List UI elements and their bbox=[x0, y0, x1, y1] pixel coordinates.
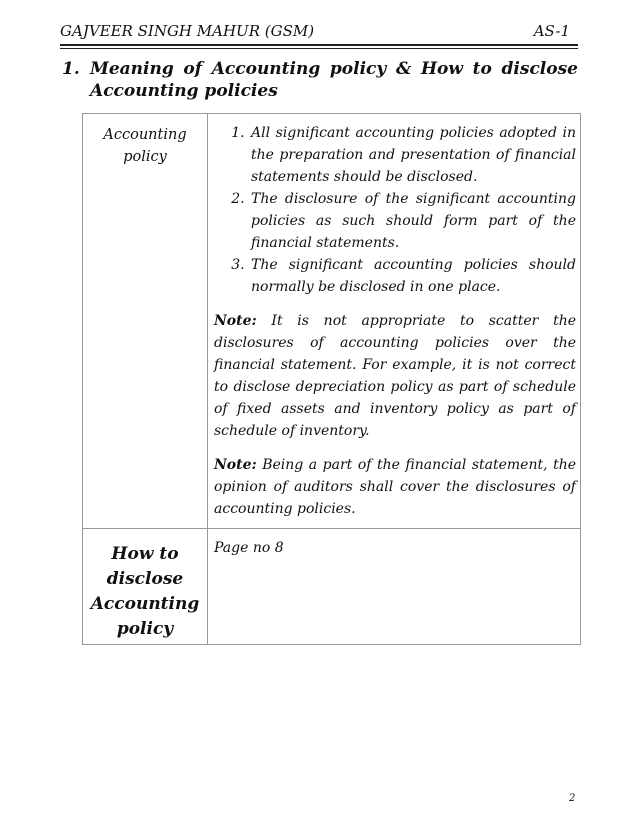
heading-number: 1. bbox=[62, 59, 80, 79]
page-header bbox=[60, 22, 578, 42]
table-row bbox=[83, 114, 581, 529]
header-author: GAJVEER SINGH MAHUR (GSM) bbox=[60, 22, 315, 40]
note-paragraph-2 bbox=[214, 454, 576, 520]
list-item: 3. The significant accounting policies should normally be disclosed in one place. bbox=[249, 254, 576, 298]
row-content-accounting-policy bbox=[208, 114, 581, 529]
page-number: 2 bbox=[569, 793, 576, 804]
accounting-policy-table bbox=[82, 113, 581, 645]
row-label-how-to-disclose: How to disclose Accounting policy bbox=[83, 529, 208, 645]
disclosure-points-list bbox=[214, 122, 576, 298]
heading-line-1: Meaning of Accounting policy & How to disclose bbox=[90, 59, 578, 79]
note-label: Note: bbox=[214, 313, 257, 329]
header-rule-thick bbox=[60, 44, 578, 46]
row-label-accounting-policy: Accounting policy bbox=[83, 114, 208, 529]
list-item: 2. The disclosure of the significant accounting policies as such should form part of the financial statements. bbox=[249, 188, 576, 254]
note-paragraph-1 bbox=[214, 310, 576, 442]
header-rule-thin bbox=[60, 48, 578, 49]
note-text: Being a part of the financial statement, the opinion of auditors shall cover the disclosures of accounting policies. bbox=[214, 457, 577, 517]
header-standard: AS-1 bbox=[533, 22, 570, 40]
note-label: Note: bbox=[214, 457, 257, 473]
heading-line-2: Accounting policies bbox=[90, 81, 278, 101]
note-text: It is not appropriate to scatter the disclosures of accounting policies over the financial statement. For example, it is not correct to disclose depreciation policy as part of schedule of fixed assets and inventory policy as part of schedule of inventory. bbox=[214, 313, 576, 439]
list-item: 1. All significant accounting policies adopted in the preparation and presentation of financial statements should be disclosed. bbox=[249, 122, 576, 188]
row-content-how-to-disclose: Page no 8 bbox=[208, 529, 581, 645]
table-row bbox=[83, 529, 581, 645]
